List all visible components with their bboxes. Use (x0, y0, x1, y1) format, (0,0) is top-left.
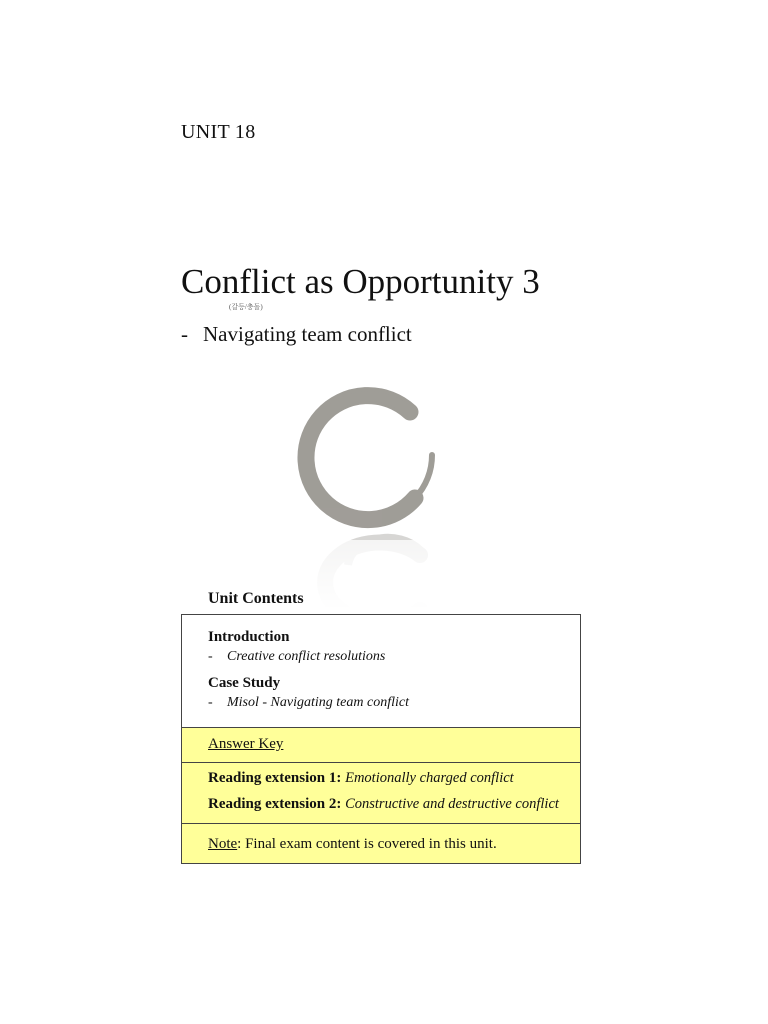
introduction-subtitle (208, 649, 385, 665)
reading-extension-2-text: Constructive and destructive conflict (345, 796, 559, 812)
contents-main-section (182, 615, 580, 728)
reading-extension-1-text: Emotionally charged conflict (345, 770, 514, 786)
page-title: Conflict as Opportunity 3 (181, 262, 540, 301)
contents-table (181, 614, 581, 864)
note-section (182, 824, 580, 863)
note (208, 836, 497, 853)
case-study-subtitle-text: Misol - Navigating team conflict (227, 695, 409, 710)
title-annotation: (갈등/충돌) (229, 303, 263, 311)
case-study-dash: - (208, 695, 213, 710)
reading-extension-1 (208, 770, 514, 787)
reading-extension-2 (208, 796, 559, 813)
answer-key-section (182, 728, 580, 763)
introduction-dash: - (208, 649, 213, 664)
contents-heading: Unit Contents (208, 590, 304, 607)
note-label: Note (208, 836, 238, 852)
reading-extensions-section (182, 763, 580, 824)
enso-brush (306, 396, 432, 520)
case-study-subtitle (208, 695, 409, 711)
answer-key-link[interactable]: Answer Key (208, 736, 284, 752)
introduction-subtitle-text: Creative conflict resolutions (227, 649, 386, 664)
introduction-title: Introduction (208, 629, 290, 645)
subtitle (181, 322, 412, 347)
case-study-title: Case Study (208, 675, 281, 691)
reading-extension-2-label: Reading extension 2: (208, 796, 342, 812)
note-text: : Final exam content is covered in this unit. (237, 836, 497, 852)
subtitle-text: Navigating team conflict (203, 322, 412, 346)
enso-circle-icon (270, 380, 470, 610)
reading-extension-1-label: Reading extension 1: (208, 770, 342, 786)
unit-label: UNIT 18 (181, 121, 256, 143)
subtitle-dash: - (181, 322, 188, 346)
